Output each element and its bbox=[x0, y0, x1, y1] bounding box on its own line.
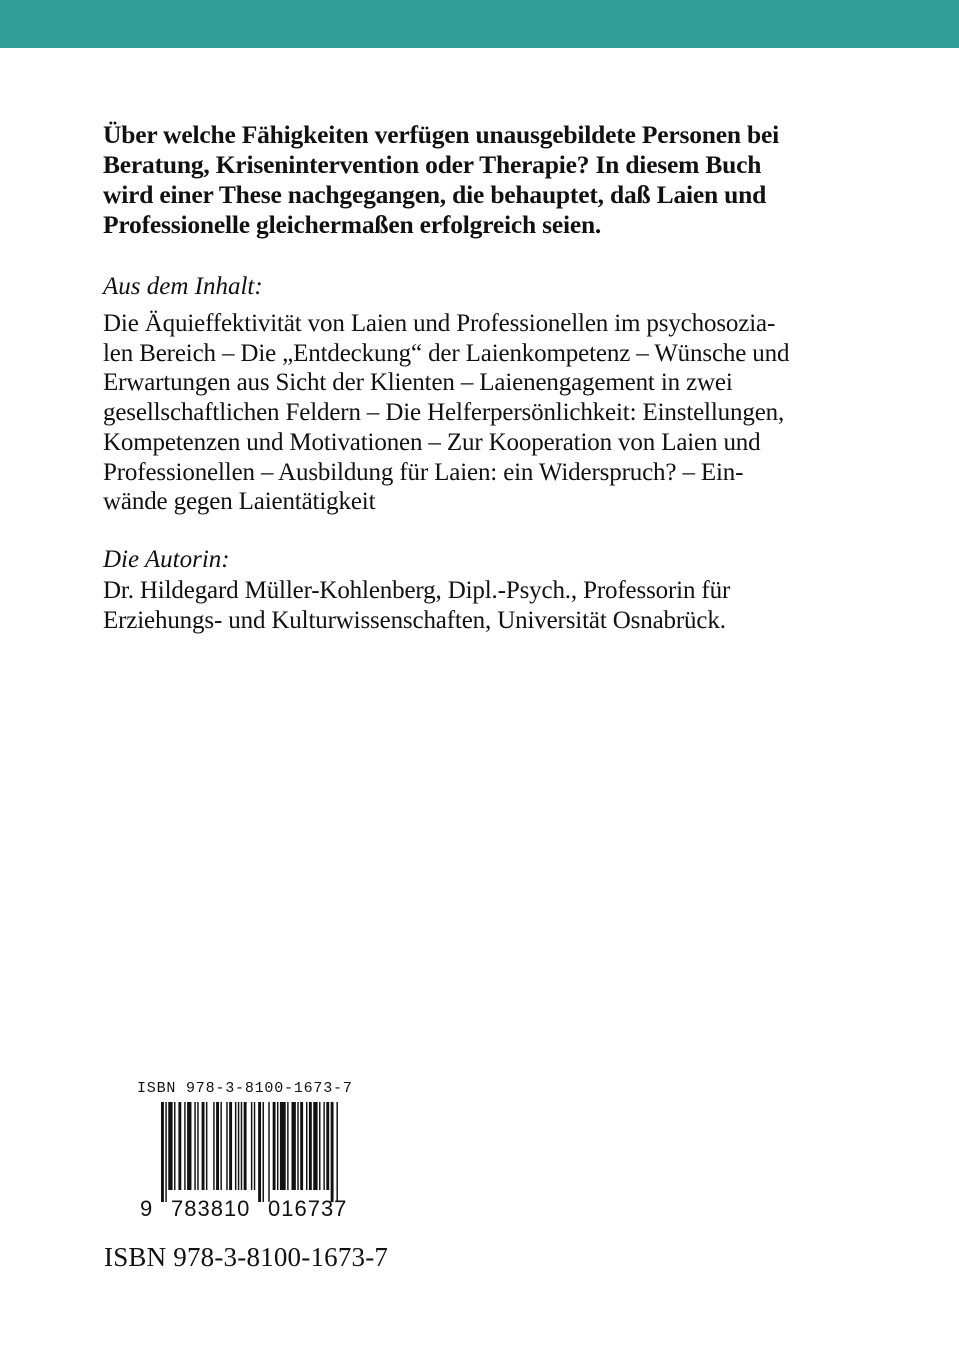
barcode-bar bbox=[194, 1102, 195, 1190]
barcode-bar bbox=[184, 1102, 185, 1190]
barcode-bar bbox=[202, 1102, 205, 1190]
isbn-footer: ISBN 978-3-8100-1673-7 bbox=[104, 1242, 389, 1272]
barcode-bar bbox=[277, 1102, 278, 1190]
barcode-bar bbox=[280, 1102, 286, 1190]
barcode-bar bbox=[216, 1102, 219, 1190]
intro-line: Beratung, Krisenintervention oder Therapie? In diesem Buch bbox=[103, 150, 762, 179]
contents-line: len Bereich – Die „Entdeckung“ der Laienkompetenz – Wünsche und bbox=[103, 339, 790, 367]
barcode bbox=[137, 1080, 387, 1220]
barcode-bar bbox=[241, 1102, 242, 1190]
barcode-bar bbox=[268, 1102, 269, 1202]
barcode-bar bbox=[168, 1102, 172, 1190]
barcode-bar bbox=[331, 1102, 334, 1202]
intro-line: wird einer These nachgegangen, die behauptet, daß Laien und bbox=[103, 180, 767, 209]
barcode-bar bbox=[323, 1102, 324, 1190]
author-paragraph bbox=[103, 576, 863, 635]
barcode-bar bbox=[229, 1102, 232, 1190]
contents-line: Professionellen – Ausbildung für Laien: ein Widerspruch? – Ein- bbox=[103, 458, 744, 486]
barcode-bar bbox=[306, 1102, 307, 1190]
barcode-bar bbox=[263, 1102, 264, 1202]
barcode-bar bbox=[197, 1102, 198, 1190]
author-heading: Die Autorin: bbox=[103, 546, 230, 573]
barcode-bar bbox=[238, 1102, 239, 1190]
barcode-bar bbox=[309, 1102, 312, 1190]
contents-line: Die Äquieffektivität von Laien und Professionellen im psychosozia- bbox=[103, 310, 776, 337]
barcode-bar bbox=[161, 1102, 164, 1202]
barcode-bar bbox=[251, 1102, 252, 1190]
contents-line: Erwartungen aus Sicht der Klienten – Laienengagement in zwei bbox=[103, 369, 733, 397]
intro-paragraph bbox=[103, 120, 863, 240]
barcode-bar bbox=[244, 1102, 247, 1190]
barcode-bar bbox=[319, 1102, 320, 1190]
barcode-bar bbox=[187, 1102, 191, 1190]
barcode-bar bbox=[213, 1102, 214, 1190]
intro-line: Professionelle gleichermaßen erfolgreich seien. bbox=[103, 210, 602, 239]
barcode-bar bbox=[254, 1102, 255, 1190]
barcode-isbn-label: ISBN 978-3-8100-1673-7 bbox=[137, 1080, 353, 1097]
barcode-bar bbox=[300, 1102, 303, 1190]
barcode-bar bbox=[287, 1102, 288, 1190]
barcode-bar bbox=[226, 1102, 227, 1190]
barcode-digits-right: 016737 bbox=[268, 1196, 348, 1221]
barcode-bar bbox=[326, 1102, 329, 1190]
barcode-digits-left: 783810 bbox=[171, 1196, 251, 1221]
contents-line: gesellschaftlichen Feldern – Die Helferpersönlichkeit: Einstellungen, bbox=[103, 399, 785, 427]
author-line: Dr. Hildegard Müller-Kohlenberg, Dipl.-Psych., Professorin für bbox=[103, 577, 731, 604]
barcode-bar bbox=[165, 1102, 166, 1202]
barcode-bar bbox=[174, 1102, 175, 1190]
intro-line: Über welche Fähigkeiten verfügen unausgebildete Personen bei bbox=[103, 120, 779, 149]
barcode-bar bbox=[273, 1102, 276, 1190]
author-line: Erziehungs- und Kulturwissenschaften, Universität Osnabrück. bbox=[103, 606, 726, 634]
barcode-digit-lead: 9 bbox=[140, 1196, 153, 1221]
barcode-bar bbox=[220, 1102, 221, 1190]
barcode-bar bbox=[292, 1102, 296, 1190]
contents-line: wände gegen Laientätigkeit bbox=[103, 488, 376, 516]
barcode-bar bbox=[235, 1102, 236, 1190]
contents-paragraph bbox=[103, 309, 863, 517]
contents-heading: Aus dem Inhalt: bbox=[103, 273, 263, 300]
top-color-band bbox=[0, 0, 959, 48]
barcode-bar bbox=[178, 1102, 181, 1190]
barcode-bars bbox=[137, 1102, 387, 1222]
barcode-bar bbox=[336, 1102, 337, 1202]
barcode-bar bbox=[297, 1102, 298, 1190]
barcode-bar bbox=[258, 1102, 261, 1202]
barcode-bar bbox=[313, 1102, 317, 1190]
contents-line: Kompetenzen und Motivationen – Zur Kooperation von Laien und bbox=[103, 428, 761, 456]
barcode-bar bbox=[206, 1102, 207, 1190]
